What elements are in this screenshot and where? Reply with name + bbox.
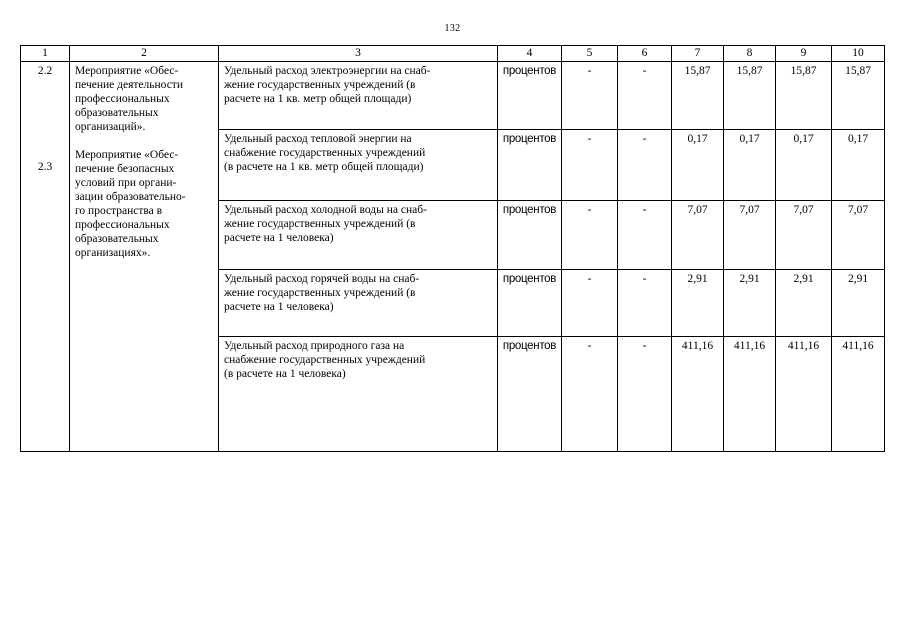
unit-cell: процентов bbox=[498, 270, 562, 337]
value-cell: - bbox=[562, 130, 618, 201]
header-cell: 7 bbox=[672, 46, 724, 62]
value-cell: - bbox=[562, 62, 618, 130]
unit-cell: процентов bbox=[498, 201, 562, 270]
value-cell: - bbox=[562, 270, 618, 337]
header-cell: 5 bbox=[562, 46, 618, 62]
value-cell: - bbox=[618, 337, 672, 452]
value-cell: 411,16 bbox=[776, 337, 832, 452]
header-cell: 8 bbox=[724, 46, 776, 62]
measure-name-cell bbox=[70, 62, 219, 452]
value-cell: 411,16 bbox=[832, 337, 885, 452]
header-cell: 4 bbox=[498, 46, 562, 62]
value-cell: 7,07 bbox=[672, 201, 724, 270]
value-cell: 15,87 bbox=[776, 62, 832, 130]
indicator-cell: Удельный расход горячей воды на снаб- жение государственных учреждений (в расчете на 1 человека) bbox=[219, 270, 498, 337]
page-number: 132 bbox=[444, 23, 461, 34]
value-cell: 0,17 bbox=[724, 130, 776, 201]
value-cell: - bbox=[618, 130, 672, 201]
value-cell: 15,87 bbox=[832, 62, 885, 130]
value-cell: 0,17 bbox=[776, 130, 832, 201]
item-number: 2.3 bbox=[37, 161, 53, 173]
header-cell: 9 bbox=[776, 46, 832, 62]
header-cell: 6 bbox=[618, 46, 672, 62]
value-cell: 0,17 bbox=[832, 130, 885, 201]
value-cell: - bbox=[618, 201, 672, 270]
header-cell: 3 bbox=[219, 46, 498, 62]
item-number: 2.2 bbox=[37, 65, 53, 77]
indicator-cell: Удельный расход холодной воды на снаб- жение государственных учреждений (в расчете на 1 человека) bbox=[219, 201, 498, 270]
value-cell: 0,17 bbox=[672, 130, 724, 201]
measure-name: Мероприятие «Обес- печение деятельности профессиональных образовательных организаций». bbox=[75, 65, 183, 133]
unit-cell: процентов bbox=[498, 130, 562, 201]
value-cell: - bbox=[562, 201, 618, 270]
value-cell: 2,91 bbox=[672, 270, 724, 337]
table-row bbox=[21, 62, 885, 130]
item-number-cell bbox=[21, 62, 70, 452]
value-cell: - bbox=[618, 270, 672, 337]
value-cell: 15,87 bbox=[724, 62, 776, 130]
value-cell: 7,07 bbox=[724, 201, 776, 270]
measure-name: Мероприятие «Обес- печение безопасных условий при органи- зации образовательно- го пространства в профессиональных образовательных организациях». bbox=[75, 149, 186, 259]
value-cell: 411,16 bbox=[672, 337, 724, 452]
value-cell: - bbox=[562, 337, 618, 452]
header-cell: 10 bbox=[832, 46, 885, 62]
unit-cell: процентов bbox=[498, 337, 562, 452]
value-cell: 7,07 bbox=[776, 201, 832, 270]
indicator-cell: Удельный расход тепловой энергии на снабжение государственных учреждений (в расчете на 1 кв. метр общей площади) bbox=[219, 130, 498, 201]
value-cell: 7,07 bbox=[832, 201, 885, 270]
header-row bbox=[21, 46, 885, 62]
unit-cell: процентов bbox=[498, 62, 562, 130]
header-cell: 1 bbox=[21, 46, 70, 62]
header-cell: 2 bbox=[70, 46, 219, 62]
value-cell: 2,91 bbox=[832, 270, 885, 337]
value-cell: - bbox=[618, 62, 672, 130]
value-cell: 2,91 bbox=[776, 270, 832, 337]
indicators-table bbox=[20, 45, 885, 452]
indicator-cell: Удельный расход природного газа на снабжение государственных учреждений (в расчете на 1 человека) bbox=[219, 337, 498, 452]
value-cell: 2,91 bbox=[724, 270, 776, 337]
value-cell: 15,87 bbox=[672, 62, 724, 130]
indicator-cell: Удельный расход электроэнергии на снаб- жение государственных учреждений (в расчете на 1 кв. метр общей площади) bbox=[219, 62, 498, 130]
value-cell: 411,16 bbox=[724, 337, 776, 452]
